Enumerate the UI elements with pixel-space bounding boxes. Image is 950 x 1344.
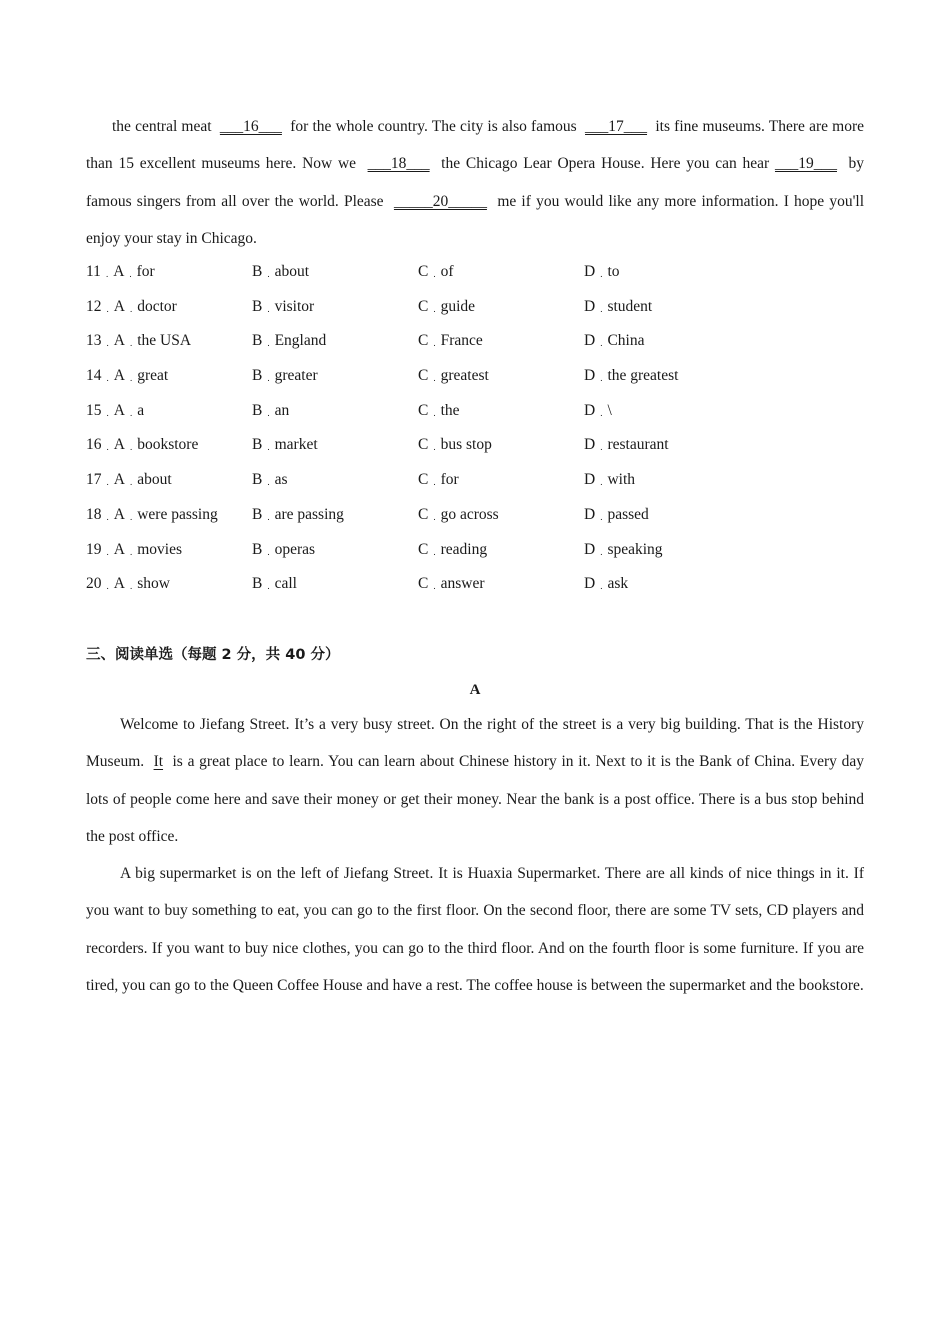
separator: . [106,511,109,522]
separator: . [105,269,109,279]
option-b [252,324,418,359]
option-letter: A [113,436,125,454]
question-number: 20 [86,575,102,593]
passage-text: its fine museums. There [655,118,805,135]
option-text: the greatest [607,367,679,385]
option-d [584,359,784,394]
option-a [86,255,252,290]
question-row [86,255,864,290]
option-text: about [137,471,172,489]
separator: . [129,477,133,488]
option-c [418,533,584,568]
option-letter: B [252,367,263,385]
option-text: show [137,575,170,593]
option-c [418,498,584,533]
option-text: a [137,401,145,419]
question-row [86,359,864,394]
option-c [418,394,584,429]
option-letter: A [113,332,125,350]
passage-text: are more than 15 excellent museums here. Now we [86,118,865,173]
separator: . [106,546,109,557]
separator: . [433,442,436,453]
option-d [584,428,784,463]
reading-paragraph-1 [86,706,864,855]
option-a [86,290,252,325]
option-letter: B [252,471,263,489]
separator: . [600,269,603,279]
option-text: passed [607,505,649,523]
separator: . [267,303,270,314]
option-letter: A [113,540,125,558]
option-letter: D [584,332,596,350]
option-c [418,428,584,463]
option-text: doctor [137,297,177,315]
separator: . [433,511,436,522]
option-letter: C [418,297,429,315]
question-row [86,290,864,325]
option-d [584,498,784,533]
option-text: reading [440,540,488,558]
option-letter: A [113,471,125,489]
option-text: guide [440,297,476,315]
option-text: greatest [440,367,489,385]
cloze-paragraph [86,108,864,257]
option-text: England [274,332,327,350]
option-text: restaurant [607,436,669,454]
option-text: call [274,575,297,593]
separator: . [106,442,109,453]
option-text: market [274,436,318,454]
question-row [86,324,864,359]
reading-text: is a great place to learn. You can learn about Chinese history in it. Next to it is the Bank of China. Every day lots of people come here and save their money or get their money. Near the bank is a post office. There is a bus stop behind the post office. [86,753,864,845]
option-letter: D [584,436,596,454]
option-text: movies [137,540,182,558]
option-text: are passing [274,505,344,523]
blank-19: ___19___ [774,155,837,173]
option-letter: C [418,436,429,454]
option-text: for [136,263,155,280]
option-b [252,359,418,394]
option-a [86,533,252,568]
separator: . [129,303,133,314]
option-text: were passing [137,505,218,523]
option-letter: C [418,505,429,523]
option-d [584,463,784,498]
separator: . [267,511,270,522]
blank-20: _____20_____ [393,192,487,210]
option-b [252,533,418,568]
option-letter: C [418,367,429,385]
separator: . [600,511,603,522]
option-text: student [607,297,653,315]
separator: . [433,546,436,557]
option-letter: D [584,540,596,558]
separator: . [600,546,603,557]
option-c [418,567,584,602]
option-letter: C [418,332,429,350]
separator: . [600,338,603,349]
option-letter: C [418,471,429,489]
option-text: bookstore [137,436,199,454]
answer-options-list [86,255,864,602]
blank-18: ___18___ [367,155,430,173]
separator: . [129,511,133,522]
option-text: \ [607,401,612,419]
separator: . [600,442,603,453]
separator: . [106,581,109,592]
question-number: 15 [86,401,102,419]
option-text: speaking [607,540,663,558]
option-letter: A [113,367,125,385]
option-text: ask [607,575,629,593]
option-text: operas [274,540,316,558]
option-b [252,463,418,498]
passage-text: information. I hope you'll enjoy your stay in Chicago. [86,192,865,247]
option-d [584,324,784,359]
option-letter: D [584,471,596,489]
question-row [86,498,864,533]
option-b [252,290,418,325]
option-text: to [607,263,620,280]
option-letter: D [584,575,596,593]
separator: . [129,546,133,557]
separator: . [267,477,270,488]
option-c [418,290,584,325]
option-d [584,290,784,325]
question-row [86,394,864,429]
option-c [418,463,584,498]
option-b [252,567,418,602]
option-text: answer [440,575,485,593]
option-letter: D [584,505,596,523]
option-text: bus stop [440,436,492,454]
question-row [86,567,864,602]
option-letter: B [252,436,263,454]
option-letter: B [252,297,263,315]
option-letter: C [418,401,429,419]
option-text: great [137,367,169,385]
option-text: France [440,332,483,350]
option-letter: B [252,401,263,419]
reading-paragraph-2: A big supermarket is on the left of Jiefang Street. It is Huaxia Supermarket. There are all kinds of nice things in it. If you want to buy something to eat, you can go to the first floor. On the second floor, there are some TV sets, CD players and recorders. If you want to buy nice clothes, you can go to the third floor. And on the fourth floor is some furniture. If you are tired, you can go to the Queen Coffee House and have a rest. The coffee house is between the supermarket and the bookstore. [86,865,864,995]
option-d [584,567,784,602]
separator: . [106,407,109,418]
question-number: 17 [86,471,102,489]
option-text: greater [274,367,318,385]
separator: . [600,303,603,314]
option-a [86,463,252,498]
option-text: the USA [137,332,192,350]
question-row [86,533,864,568]
passage-text: me if you would like any more [497,192,697,210]
option-letter: D [584,263,596,280]
passage-text: the central meat [112,118,212,135]
option-text: with [607,471,636,489]
option-a [86,324,252,359]
separator: . [267,373,270,384]
separator: . [433,269,436,279]
separator: . [267,442,270,453]
option-text: the [440,401,460,419]
option-letter: B [252,505,263,523]
option-d [584,533,784,568]
separator: . [106,338,109,349]
option-letter: C [418,540,429,558]
option-a [86,567,252,602]
option-c [418,359,584,394]
option-letter: B [252,575,263,593]
option-text: about [274,263,310,280]
option-letter: A [113,263,125,280]
separator: . [267,269,270,279]
option-letter: B [252,263,263,280]
option-text: China [607,332,645,350]
option-letter: D [584,297,596,315]
separator: . [600,581,603,592]
option-letter: A [113,401,125,419]
option-c [418,255,584,290]
passage-text: for the whole country. The city is also famous [290,118,577,135]
option-text: as [274,471,288,489]
passage-text: by famous singers from all over the world. Please [86,155,865,210]
question-number: 19 [86,540,102,558]
question-number: 11 [86,263,101,280]
separator: . [433,373,436,384]
section-title: 三、阅读单选（每题 2 分，共 40 分） [86,647,340,663]
option-c [418,324,584,359]
separator: . [600,477,603,488]
question-number: 12 [86,297,102,315]
separator: . [433,303,436,314]
reading-text: Welcome to Jiefang Street. It’s a very busy street. On the right of the street is a very big building. That is the History Museum. [86,716,864,771]
option-letter: C [418,263,429,280]
option-a [86,428,252,463]
option-a [86,498,252,533]
option-b [252,498,418,533]
underlined-it: It [153,753,164,771]
separator: . [106,303,109,314]
option-letter: C [418,575,429,593]
option-letter: D [584,401,596,419]
option-b [252,255,418,290]
option-d [584,394,784,429]
reading-passage-a [86,706,864,1004]
question-row [86,428,864,463]
option-b [252,428,418,463]
option-text: of [440,263,454,280]
option-text: visitor [274,297,315,315]
separator: . [106,373,109,384]
separator: . [600,373,603,384]
question-row [86,463,864,498]
option-d [584,255,784,290]
blank-16: ___16___ [219,118,282,135]
passage-text: the Chicago Lear Opera House. Here you can hear [441,155,770,173]
option-letter: D [584,367,596,385]
separator: . [433,581,436,592]
option-letter: A [113,297,125,315]
separator: . [267,581,270,592]
separator: . [433,338,436,349]
option-text: an [274,401,290,419]
separator: . [129,373,133,384]
separator: . [129,269,132,279]
separator: . [267,407,270,418]
option-text: go across [440,505,499,523]
option-letter: B [252,540,263,558]
separator: . [600,407,603,418]
question-number: 16 [86,436,102,454]
option-a [86,394,252,429]
separator: . [106,477,109,488]
option-b [252,394,418,429]
separator: . [129,338,133,349]
separator: . [129,581,133,592]
separator: . [267,546,270,557]
question-number: 18 [86,505,102,523]
separator: . [129,407,133,418]
question-number: 13 [86,332,102,350]
option-a [86,359,252,394]
option-letter: A [113,505,125,523]
separator: . [433,477,436,488]
separator: . [433,407,436,418]
passage-label: A [469,682,481,698]
question-number: 14 [86,367,102,385]
separator: . [129,442,133,453]
cloze-passage-end [86,108,864,257]
option-letter: B [252,332,263,350]
blank-17: ___17___ [585,118,648,135]
option-letter: A [113,575,125,593]
option-text: for [440,471,459,489]
separator: . [267,338,270,349]
